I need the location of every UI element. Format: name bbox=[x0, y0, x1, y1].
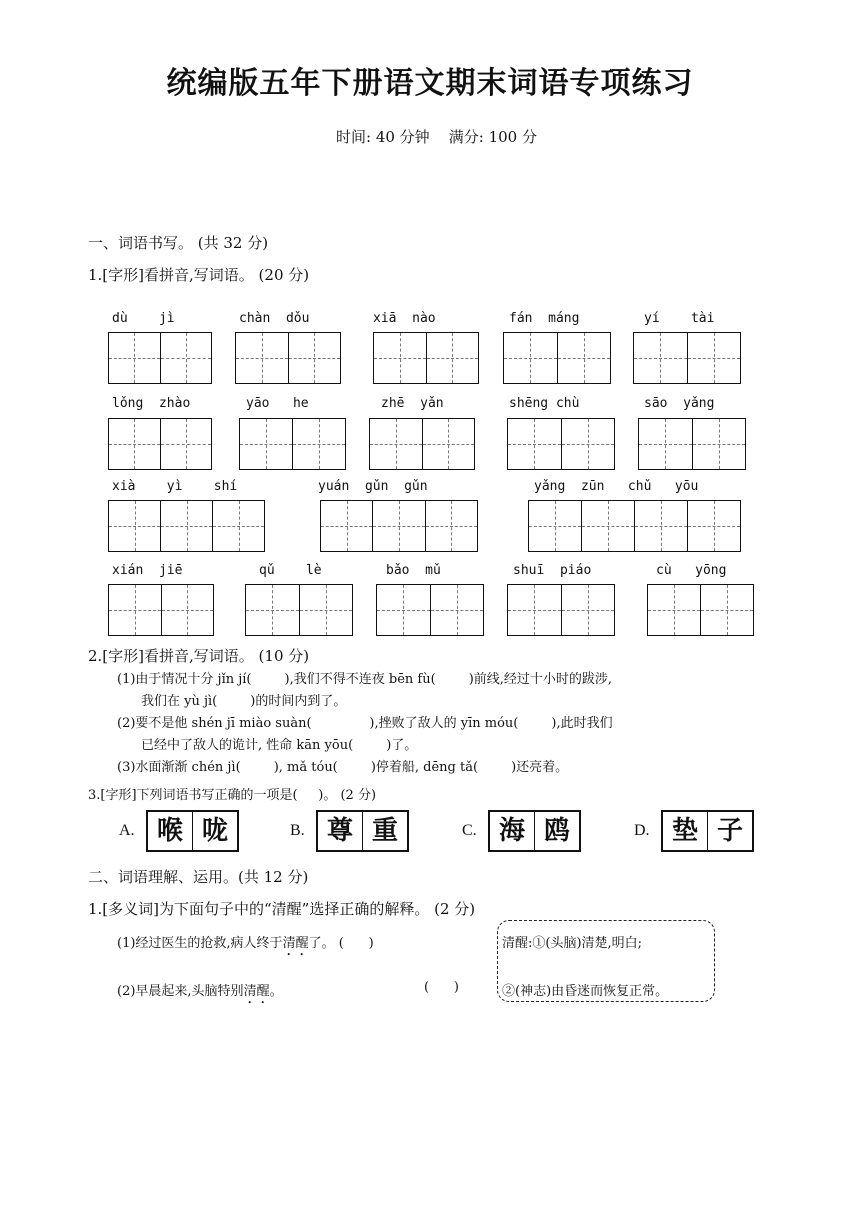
option-d-box[interactable] bbox=[661, 810, 754, 852]
emphasized-word: 清醒 bbox=[282, 936, 309, 951]
q1-heading: 1.[字形]看拼音,写词语。 (20 分) bbox=[88, 266, 310, 284]
section2-heading: 二、词语理解、运用。(共 12 分) bbox=[88, 868, 309, 886]
answer-box[interactable] bbox=[108, 500, 265, 552]
pinyin-label: shuī piáo bbox=[513, 563, 592, 578]
option-char: 海 bbox=[498, 816, 525, 846]
option-char: 尊 bbox=[326, 816, 353, 846]
q2-heading: 2.[字形]看拼音,写词语。 (10 分) bbox=[88, 647, 310, 665]
option-char: 喉 bbox=[156, 816, 183, 846]
pinyin-label: chàn dǒu bbox=[239, 311, 310, 326]
pinyin-label: yuán gǔn gǔn bbox=[318, 479, 428, 494]
answer-box[interactable] bbox=[108, 584, 214, 636]
q2-sentence: (1)由于情况十分 jǐn jí( ),我们不得不连夜 bēn fù( )前线,经过十小时的跋涉, bbox=[117, 672, 613, 687]
pinyin-label: lǒng zhào bbox=[112, 396, 191, 411]
definition-1: 清醒:①(头脑)清楚,明白; bbox=[502, 936, 643, 951]
answer-box[interactable] bbox=[503, 332, 611, 384]
answer-box[interactable] bbox=[373, 332, 479, 384]
q2-1-heading: 1.[多义词]为下面句子中的“清醒”选择正确的解释。 (2 分) bbox=[88, 900, 476, 918]
answer-box[interactable] bbox=[376, 584, 484, 636]
answer-box[interactable] bbox=[638, 418, 746, 470]
pinyin-label: sāo yǎng bbox=[644, 396, 715, 411]
option-c-box[interactable] bbox=[488, 810, 581, 852]
answer-box[interactable] bbox=[108, 332, 212, 384]
sentence-2-text: (2)早晨起来,头脑特别 bbox=[117, 984, 244, 999]
pinyin-label: fán máng bbox=[509, 311, 580, 326]
pinyin-label: xián jiē bbox=[112, 563, 183, 578]
sentence-1 bbox=[117, 932, 374, 959]
exam-info: 时间: 40 分钟 满分: 100 分 bbox=[336, 128, 537, 146]
answer-box[interactable] bbox=[108, 418, 212, 470]
q2-sentence: (2)要不是他 shén jī miào suàn( ),挫败了敌人的 yīn móu( ),此时我们 bbox=[117, 716, 613, 731]
sentence-1-text: (1)经过医生的抢救,病人终于 bbox=[117, 936, 283, 951]
q2-sentence: 我们在 yù jì( )的时间内到了。 bbox=[141, 694, 347, 709]
answer-box[interactable] bbox=[507, 418, 615, 470]
answer-box[interactable] bbox=[507, 584, 615, 636]
option-char: 子 bbox=[707, 812, 752, 850]
pinyin-label: zhē yǎn bbox=[381, 396, 444, 411]
answer-box[interactable] bbox=[633, 332, 741, 384]
q3-heading: 3.[字形]下列词语书写正确的一项是( )。 (2 分) bbox=[88, 788, 377, 803]
sentence-2-end: 。 bbox=[269, 984, 283, 999]
option-b-box[interactable] bbox=[316, 810, 409, 852]
answer-box[interactable] bbox=[239, 418, 346, 470]
pinyin-label: yí tài bbox=[644, 311, 715, 326]
option-a-label[interactable]: A. bbox=[119, 822, 135, 839]
answer-box[interactable] bbox=[369, 418, 475, 470]
answer-box[interactable] bbox=[245, 584, 353, 636]
pinyin-label: yāo he bbox=[246, 396, 309, 411]
emphasized-word: 清醒 bbox=[243, 984, 270, 999]
option-char: 垫 bbox=[671, 816, 698, 846]
option-char: 鸥 bbox=[534, 812, 579, 850]
pinyin-label: xià yì shí bbox=[112, 479, 238, 494]
pinyin-label: cù yōng bbox=[656, 563, 727, 578]
option-d-label[interactable]: D. bbox=[634, 822, 650, 839]
pinyin-label: qǔ lè bbox=[259, 563, 322, 578]
page-title: 统编版五年下册语文期末词语专项练习 bbox=[166, 66, 694, 101]
sentence-2-answer[interactable]: ( ) bbox=[424, 980, 459, 995]
option-char: 重 bbox=[362, 812, 407, 850]
q2-sentence: (3)水面渐渐 chén jì( ), mǎ tóu( )停着船, dēng tǎ( )还亮着。 bbox=[117, 760, 569, 775]
definition-2: ②(神志)由昏迷而恢复正常。 bbox=[502, 984, 669, 999]
pinyin-label: bǎo mǔ bbox=[386, 563, 441, 578]
section1-heading: 一、词语书写。 (共 32 分) bbox=[88, 234, 269, 252]
pinyin-label: xiā nào bbox=[373, 311, 436, 326]
option-b-label[interactable]: B. bbox=[290, 822, 305, 839]
answer-box[interactable] bbox=[235, 332, 341, 384]
option-char: 咙 bbox=[192, 812, 237, 850]
sentence-1-answer[interactable]: 了。 ( ) bbox=[308, 936, 374, 951]
answer-box[interactable] bbox=[320, 500, 478, 552]
option-c-label[interactable]: C. bbox=[462, 822, 477, 839]
pinyin-label: shēng chù bbox=[509, 396, 580, 411]
q2-sentence: 已经中了敌人的诡计, 性命 kān yōu( )了。 bbox=[141, 738, 418, 753]
pinyin-label: yǎng zūn chǔ yōu bbox=[534, 479, 699, 494]
sentence-2 bbox=[117, 980, 283, 1007]
answer-box[interactable] bbox=[647, 584, 754, 636]
pinyin-label: dù jì bbox=[112, 311, 175, 326]
answer-box[interactable] bbox=[528, 500, 741, 552]
option-a-box[interactable] bbox=[146, 810, 239, 852]
